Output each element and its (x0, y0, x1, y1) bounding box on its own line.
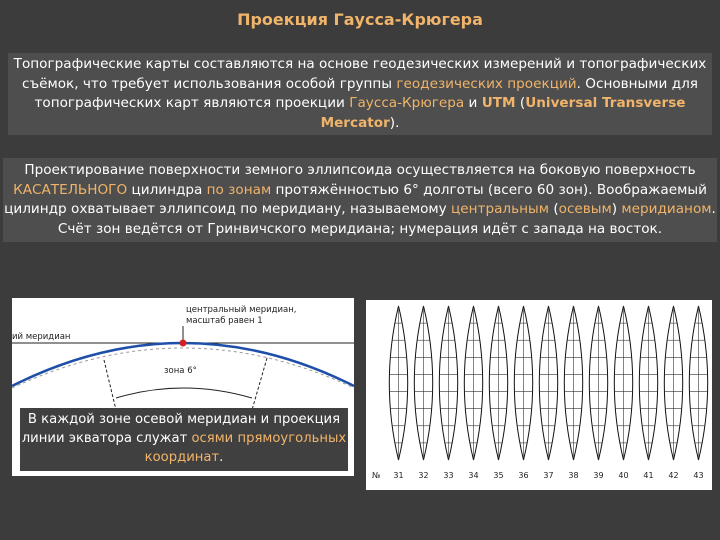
zone-gore (539, 306, 557, 460)
intro-text-3: и (464, 95, 482, 111)
zone-number-label: 35 (493, 471, 504, 480)
zone-number-label: 32 (418, 471, 429, 480)
utm-full-term: Universal Transverse Mercator (320, 95, 686, 131)
by-zones-term: по зонам (206, 181, 272, 198)
intro-text-5: ). (389, 114, 400, 131)
zone-width-arc (116, 388, 252, 398)
caption-text-2: . (219, 450, 224, 465)
projection-text-3: протяжённостью 6° долготы (всего 60 зон). Воображаемый цилиндр охватывает эллипсоид по меридиану, называемому (4, 181, 707, 217)
projection-text-5: ) (611, 201, 622, 217)
zone-gore (464, 306, 482, 460)
intro-text-4: ( (515, 95, 526, 111)
zone-boundary-right (252, 358, 267, 410)
zone-gore (689, 306, 707, 460)
zone-label: зона 6° (164, 366, 197, 376)
projection-text-2: цилиндра (127, 181, 207, 198)
meridian-label-2: масштаб равен 1 (186, 316, 263, 326)
zone-number-label: 39 (593, 471, 604, 480)
tangent-term: КАСАТЕЛЬНОГО (13, 181, 128, 198)
zone-number-label: 42 (668, 471, 679, 480)
intro-paragraph (8, 53, 712, 135)
axes-term: осями прямоугольных координат (144, 431, 347, 465)
zone-number-label: 31 (393, 471, 404, 480)
zone-gore (489, 306, 507, 460)
slide-title: Проекция Гаусса-Крюгера (237, 10, 483, 29)
zone-gore (389, 306, 407, 460)
zone-row-label: № (372, 471, 381, 480)
left-meridian-label: ий меридиан (12, 332, 71, 342)
meridian-term: меридианом (621, 201, 712, 217)
axial-term: осевым (558, 201, 612, 217)
projection-text-1: Проектирование поверхности земного эллипсоида осуществляется на боковую поверхность (24, 162, 696, 178)
zone-gore (664, 306, 682, 460)
zone-number-label: 41 (643, 471, 654, 480)
gores-svg (366, 300, 712, 490)
zone-gore (639, 306, 657, 460)
zone-gore (514, 306, 532, 460)
zone-gore (414, 306, 432, 460)
axes-caption (20, 408, 348, 471)
gauss-kruger-term: Гаусса-Крюгера (349, 95, 465, 111)
geodetic-projections-term: геодезических проекций (396, 75, 577, 92)
tangent-point (180, 340, 187, 347)
intro-text-1: Топографические карты составляются на основе геодезических измерений и топографических съёмок, что требует использования особой группы (13, 56, 707, 92)
zone-number-label: 33 (443, 471, 454, 480)
central-term: центральным (451, 201, 549, 217)
projection-text-6: . Счёт зон ведётся от Гринвичского меридиана; нумерация идёт с запада на восток. (57, 201, 716, 237)
meridian-label-1: центральный меридиан, (186, 305, 297, 315)
zone-gore (564, 306, 582, 460)
projection-text-4: ( (549, 201, 559, 217)
zone-gore (439, 306, 457, 460)
zone-boundary-left (104, 360, 116, 410)
projection-paragraph (3, 158, 717, 242)
zone-number-label: 40 (618, 471, 629, 480)
zone-number-label: 37 (543, 471, 554, 480)
zone-gore (614, 306, 632, 460)
caption-text-1: В каждой зоне осевой меридиан и проекция линии экватора служат (21, 412, 341, 446)
utm-term: UTM (481, 95, 516, 111)
zone-number-label: 34 (468, 471, 479, 480)
zone-number-label: 38 (568, 471, 579, 480)
zone-number-label: 36 (518, 471, 529, 480)
zone-number-label: 43 (693, 471, 704, 480)
zone-gore (589, 306, 607, 460)
intro-text-2: . Основными для топографических карт являются проекции (34, 75, 698, 111)
ellipsoid-arc (12, 343, 354, 386)
zone-gores-figure (366, 300, 712, 490)
